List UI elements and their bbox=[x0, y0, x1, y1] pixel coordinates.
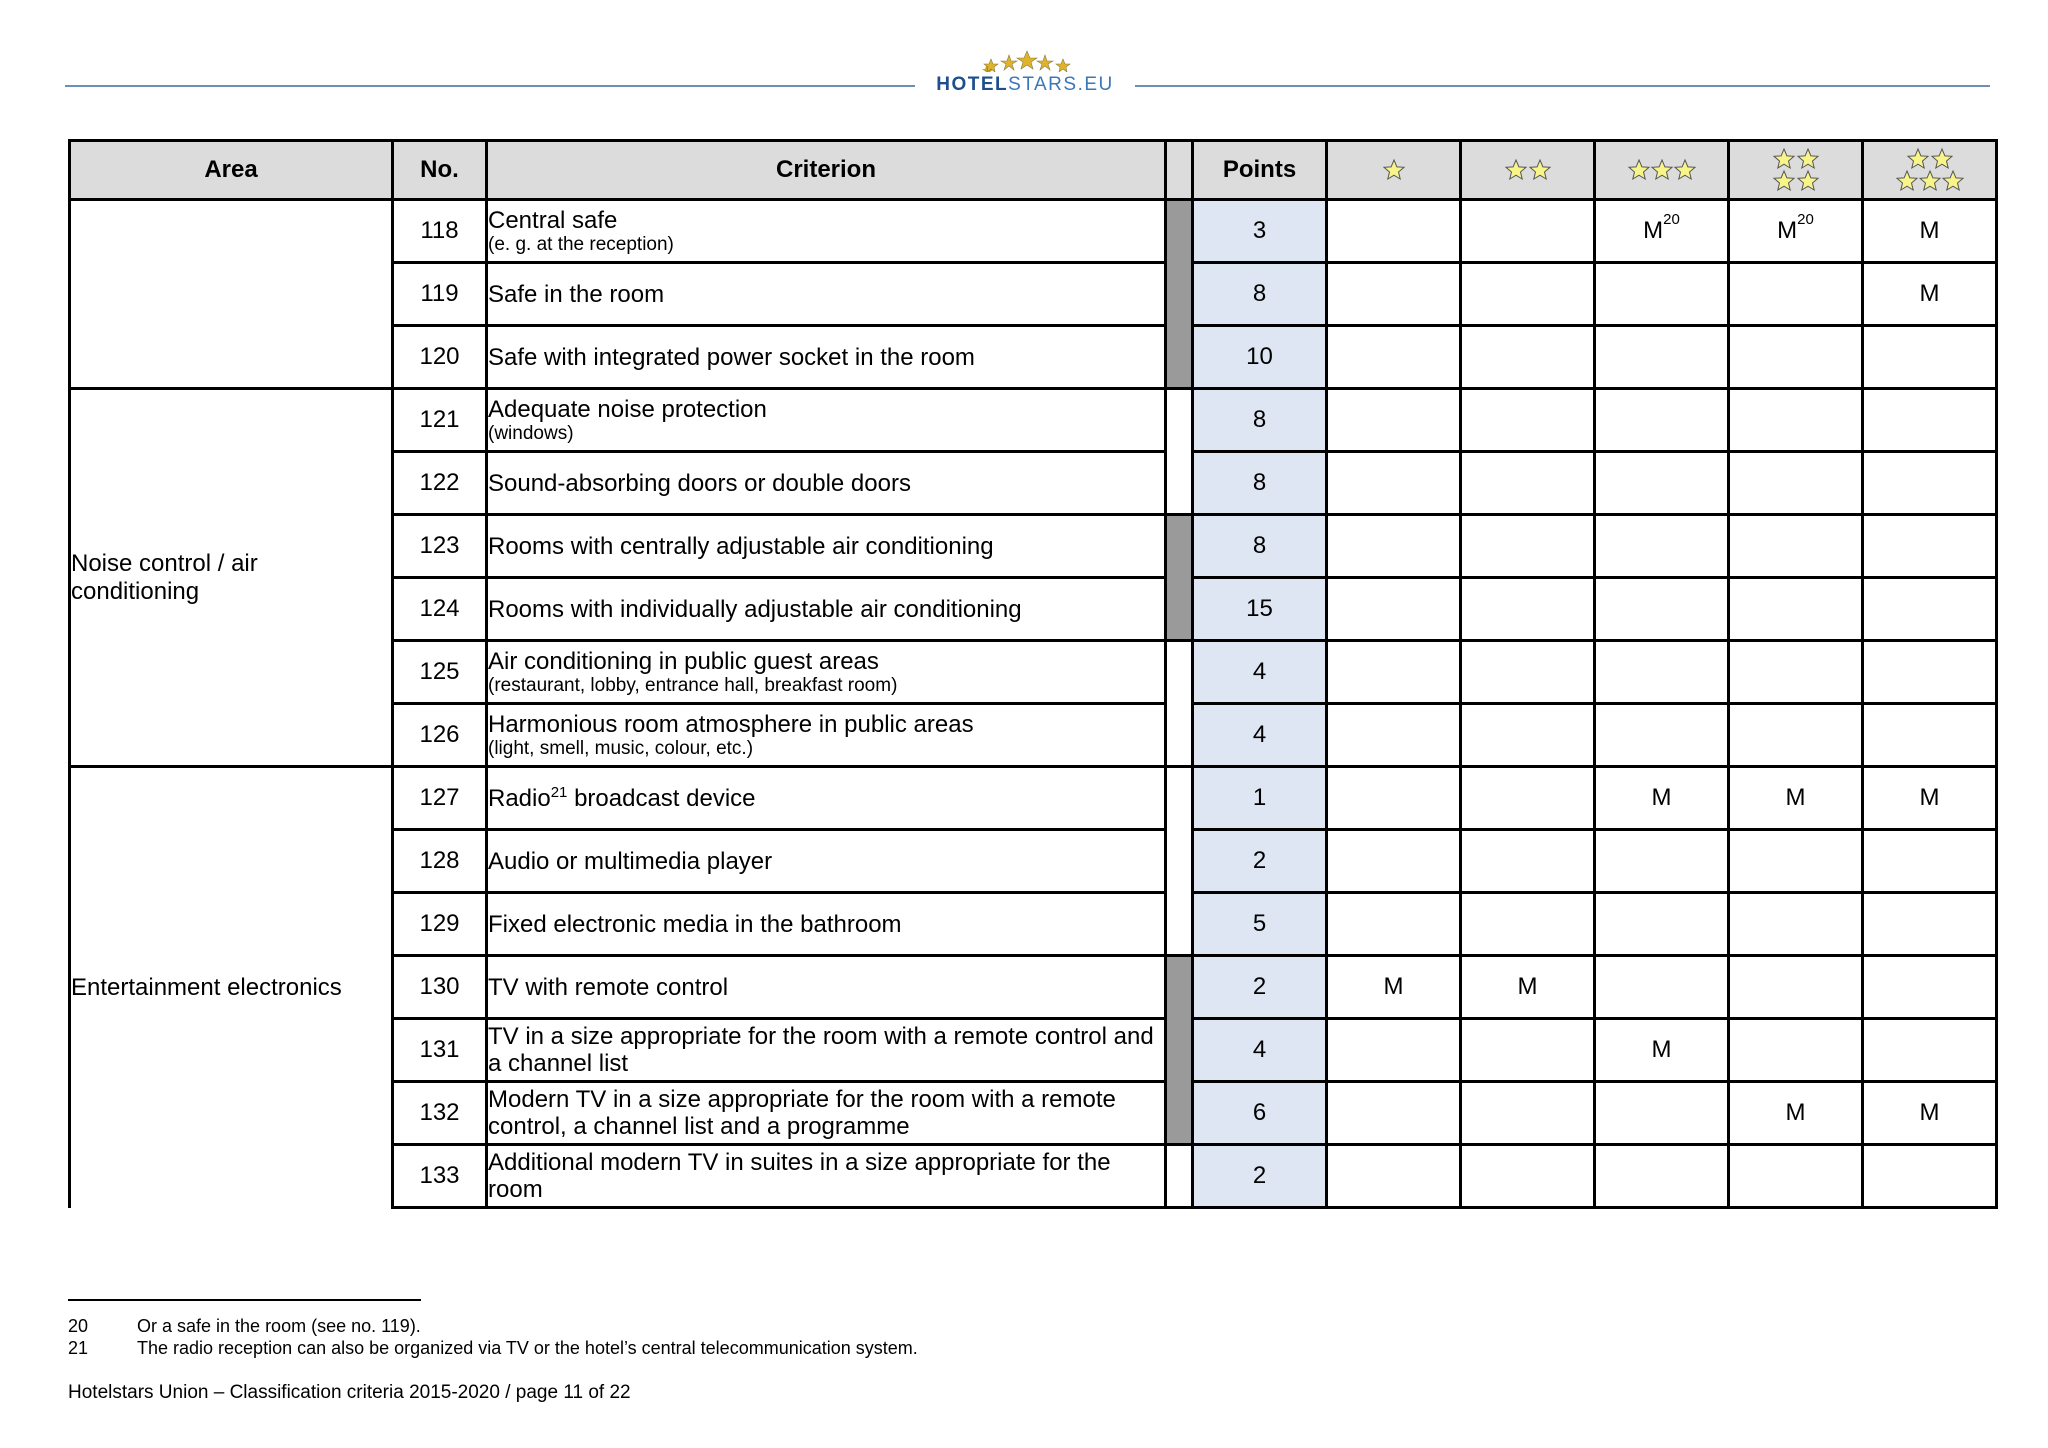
level-4-cell bbox=[1729, 1145, 1863, 1208]
level-2-cell bbox=[1461, 704, 1595, 767]
criterion-number: 123 bbox=[393, 515, 487, 578]
points-cell: 2 bbox=[1193, 830, 1327, 893]
level-4-cell bbox=[1729, 452, 1863, 515]
level-5-cell: M bbox=[1863, 200, 1997, 263]
level-2-cell bbox=[1461, 641, 1595, 704]
level-1-cell bbox=[1327, 1145, 1461, 1208]
level-3-cell bbox=[1595, 452, 1729, 515]
group-bar bbox=[1166, 641, 1193, 767]
level-4-cell bbox=[1729, 704, 1863, 767]
criteria-table bbox=[68, 139, 1998, 1209]
header-2-star bbox=[1461, 141, 1595, 200]
level-4-cell bbox=[1729, 578, 1863, 641]
footnote-number: 20 bbox=[68, 1316, 89, 1336]
level-3-cell bbox=[1595, 515, 1729, 578]
table-header-row bbox=[70, 141, 1997, 200]
criterion-number: 118 bbox=[393, 200, 487, 263]
header-no: No. bbox=[393, 141, 487, 200]
criterion-text: Harmonious room atmosphere in public areas (light, smell, music, colour, etc.) bbox=[487, 704, 1166, 767]
footnote-text: The radio reception can also be organized via TV or the hotel’s central telecommunication system. bbox=[137, 1338, 918, 1358]
criterion-text: Central safe (e. g. at the reception) bbox=[487, 200, 1166, 263]
level-5-cell bbox=[1863, 641, 1997, 704]
level-3-cell bbox=[1595, 326, 1729, 389]
points-cell: 8 bbox=[1193, 389, 1327, 452]
level-5-cell bbox=[1863, 1145, 1997, 1208]
group-bar bbox=[1166, 956, 1193, 1145]
footnote-text: Or a safe in the room (see no. 119). bbox=[137, 1316, 421, 1336]
level-1-cell bbox=[1327, 578, 1461, 641]
criterion-text: Air conditioning in public guest areas (restaurant, lobby, entrance hall, breakfast room) bbox=[487, 641, 1166, 704]
level-5-cell bbox=[1863, 326, 1997, 389]
points-cell: 6 bbox=[1193, 1082, 1327, 1145]
points-cell: 3 bbox=[1193, 200, 1327, 263]
criterion-number: 124 bbox=[393, 578, 487, 641]
footnote-item bbox=[68, 1337, 918, 1359]
criterion-number: 121 bbox=[393, 389, 487, 452]
level-2-cell bbox=[1461, 1082, 1595, 1145]
header-points: Points bbox=[1193, 141, 1327, 200]
level-1-cell bbox=[1327, 1082, 1461, 1145]
header-4-star bbox=[1729, 141, 1863, 200]
hotelstars-logo bbox=[915, 44, 1135, 100]
area-cell: Noise control / air conditioning bbox=[70, 389, 393, 767]
criterion-number: 125 bbox=[393, 641, 487, 704]
level-3-cell bbox=[1595, 263, 1729, 326]
criterion-number: 129 bbox=[393, 893, 487, 956]
group-bar bbox=[1166, 389, 1193, 515]
level-1-cell bbox=[1327, 389, 1461, 452]
criterion-text: Fixed electronic media in the bathroom bbox=[487, 893, 1166, 956]
level-4-cell bbox=[1729, 956, 1863, 1019]
level-5-cell: M bbox=[1863, 1082, 1997, 1145]
criterion-number: 119 bbox=[393, 263, 487, 326]
level-5-cell: M bbox=[1863, 263, 1997, 326]
two-star-icon bbox=[1504, 158, 1552, 182]
level-1-cell bbox=[1327, 452, 1461, 515]
level-1-cell bbox=[1327, 515, 1461, 578]
criterion-number: 127 bbox=[393, 767, 487, 830]
group-bar bbox=[1166, 767, 1193, 956]
one-star-icon bbox=[1382, 158, 1406, 182]
level-3-cell bbox=[1595, 830, 1729, 893]
level-4-cell bbox=[1729, 641, 1863, 704]
points-cell: 8 bbox=[1193, 452, 1327, 515]
level-2-cell bbox=[1461, 326, 1595, 389]
level-4-cell bbox=[1729, 893, 1863, 956]
level-1-cell bbox=[1327, 704, 1461, 767]
level-2-cell bbox=[1461, 200, 1595, 263]
group-bar bbox=[1166, 515, 1193, 641]
level-3-cell bbox=[1595, 578, 1729, 641]
level-2-cell bbox=[1461, 452, 1595, 515]
points-cell: 2 bbox=[1193, 1145, 1327, 1208]
level-2-cell bbox=[1461, 263, 1595, 326]
level-1-cell bbox=[1327, 200, 1461, 263]
logo-stars-icon bbox=[977, 50, 1077, 72]
level-4-cell bbox=[1729, 830, 1863, 893]
points-cell: 1 bbox=[1193, 767, 1327, 830]
criterion-text: Adequate noise protection (windows) bbox=[487, 389, 1166, 452]
level-1-cell: M bbox=[1327, 956, 1461, 1019]
page-footer: Hotelstars Union – Classification criteria 2015-2020 / page 11 of 22 bbox=[68, 1382, 631, 1403]
level-3-cell: M bbox=[1595, 767, 1729, 830]
level-3-cell bbox=[1595, 1145, 1729, 1208]
level-1-cell bbox=[1327, 326, 1461, 389]
level-3-cell bbox=[1595, 389, 1729, 452]
criterion-number: 120 bbox=[393, 326, 487, 389]
points-cell: 2 bbox=[1193, 956, 1327, 1019]
level-3-cell bbox=[1595, 893, 1729, 956]
level-5-cell bbox=[1863, 704, 1997, 767]
level-5-cell bbox=[1863, 830, 1997, 893]
level-4-cell bbox=[1729, 515, 1863, 578]
footnote-item bbox=[68, 1315, 918, 1337]
level-2-cell bbox=[1461, 1019, 1595, 1082]
level-1-cell bbox=[1327, 263, 1461, 326]
logo-wordmark: HOTELSTARS.EU bbox=[936, 74, 1114, 95]
criterion-text: Safe in the room bbox=[487, 263, 1166, 326]
level-2-cell bbox=[1461, 578, 1595, 641]
level-4-cell: M bbox=[1729, 767, 1863, 830]
criterion-text: Rooms with individually adjustable air conditioning bbox=[487, 578, 1166, 641]
level-2-cell bbox=[1461, 893, 1595, 956]
footnote-number: 21 bbox=[68, 1338, 89, 1358]
group-bar bbox=[1166, 200, 1193, 389]
group-bar bbox=[1166, 1145, 1193, 1208]
points-cell: 15 bbox=[1193, 578, 1327, 641]
level-1-cell bbox=[1327, 767, 1461, 830]
points-cell: 4 bbox=[1193, 641, 1327, 704]
criterion-number: 131 bbox=[393, 1019, 487, 1082]
criterion-text: Radio$^{21}$ broadcast device bbox=[487, 767, 1166, 830]
level-2-cell: M bbox=[1461, 956, 1595, 1019]
level-2-cell bbox=[1461, 515, 1595, 578]
area-cell bbox=[70, 200, 393, 389]
table-row bbox=[70, 200, 1997, 263]
three-star-icon bbox=[1627, 158, 1697, 182]
level-4-cell bbox=[1729, 263, 1863, 326]
level-5-cell bbox=[1863, 452, 1997, 515]
points-cell: 5 bbox=[1193, 893, 1327, 956]
header-criterion: Criterion bbox=[487, 141, 1166, 200]
level-3-cell bbox=[1595, 956, 1729, 1019]
criterion-text: Audio or multimedia player bbox=[487, 830, 1166, 893]
level-3-cell: M bbox=[1595, 1019, 1729, 1082]
level-5-cell bbox=[1863, 389, 1997, 452]
level-4-cell bbox=[1729, 326, 1863, 389]
header-5-star bbox=[1863, 141, 1997, 200]
header-bar bbox=[1166, 141, 1193, 200]
points-cell: 8 bbox=[1193, 515, 1327, 578]
criterion-number: 132 bbox=[393, 1082, 487, 1145]
five-star-icon bbox=[1895, 147, 1965, 193]
level-3-cell bbox=[1595, 1082, 1729, 1145]
criterion-number: 130 bbox=[393, 956, 487, 1019]
criterion-text: Sound-absorbing doors or double doors bbox=[487, 452, 1166, 515]
level-5-cell bbox=[1863, 515, 1997, 578]
table-row bbox=[70, 767, 1997, 830]
header-3-star bbox=[1595, 141, 1729, 200]
level-5-cell bbox=[1863, 956, 1997, 1019]
table-row bbox=[70, 389, 1997, 452]
level-4-cell bbox=[1729, 1019, 1863, 1082]
level-3-cell: $M^{20}$ bbox=[1595, 200, 1729, 263]
level-4-cell bbox=[1729, 389, 1863, 452]
level-4-cell: $M^{20}$ bbox=[1729, 200, 1863, 263]
level-2-cell bbox=[1461, 1145, 1595, 1208]
points-cell: 4 bbox=[1193, 704, 1327, 767]
level-1-cell bbox=[1327, 641, 1461, 704]
criterion-text: Safe with integrated power socket in the room bbox=[487, 326, 1166, 389]
level-5-cell bbox=[1863, 578, 1997, 641]
criterion-text: Modern TV in a size appropriate for the room with a remote control, a channel list and a programme bbox=[487, 1082, 1166, 1145]
level-3-cell bbox=[1595, 641, 1729, 704]
points-cell: 4 bbox=[1193, 1019, 1327, 1082]
level-1-cell bbox=[1327, 893, 1461, 956]
header-area: Area bbox=[70, 141, 393, 200]
criterion-number: 133 bbox=[393, 1145, 487, 1208]
four-star-icon bbox=[1772, 147, 1820, 193]
criterion-text: TV with remote control bbox=[487, 956, 1166, 1019]
criterion-number: 126 bbox=[393, 704, 487, 767]
level-1-cell bbox=[1327, 1019, 1461, 1082]
points-cell: 8 bbox=[1193, 263, 1327, 326]
area-cell: Entertainment electronics bbox=[70, 767, 393, 1208]
criterion-number: 128 bbox=[393, 830, 487, 893]
level-5-cell bbox=[1863, 893, 1997, 956]
level-1-cell bbox=[1327, 830, 1461, 893]
criterion-text: TV in a size appropriate for the room with a remote control and a channel list bbox=[487, 1019, 1166, 1082]
level-5-cell: M bbox=[1863, 767, 1997, 830]
level-2-cell bbox=[1461, 767, 1595, 830]
footnotes bbox=[68, 1315, 918, 1359]
header-1-star bbox=[1327, 141, 1461, 200]
criterion-text: Additional modern TV in suites in a size appropriate for the room bbox=[487, 1145, 1166, 1208]
level-2-cell bbox=[1461, 389, 1595, 452]
criterion-text: Rooms with centrally adjustable air conditioning bbox=[487, 515, 1166, 578]
level-3-cell bbox=[1595, 704, 1729, 767]
criterion-number: 122 bbox=[393, 452, 487, 515]
level-4-cell: M bbox=[1729, 1082, 1863, 1145]
footnote-rule bbox=[68, 1299, 421, 1301]
level-5-cell bbox=[1863, 1019, 1997, 1082]
points-cell: 10 bbox=[1193, 326, 1327, 389]
level-2-cell bbox=[1461, 830, 1595, 893]
